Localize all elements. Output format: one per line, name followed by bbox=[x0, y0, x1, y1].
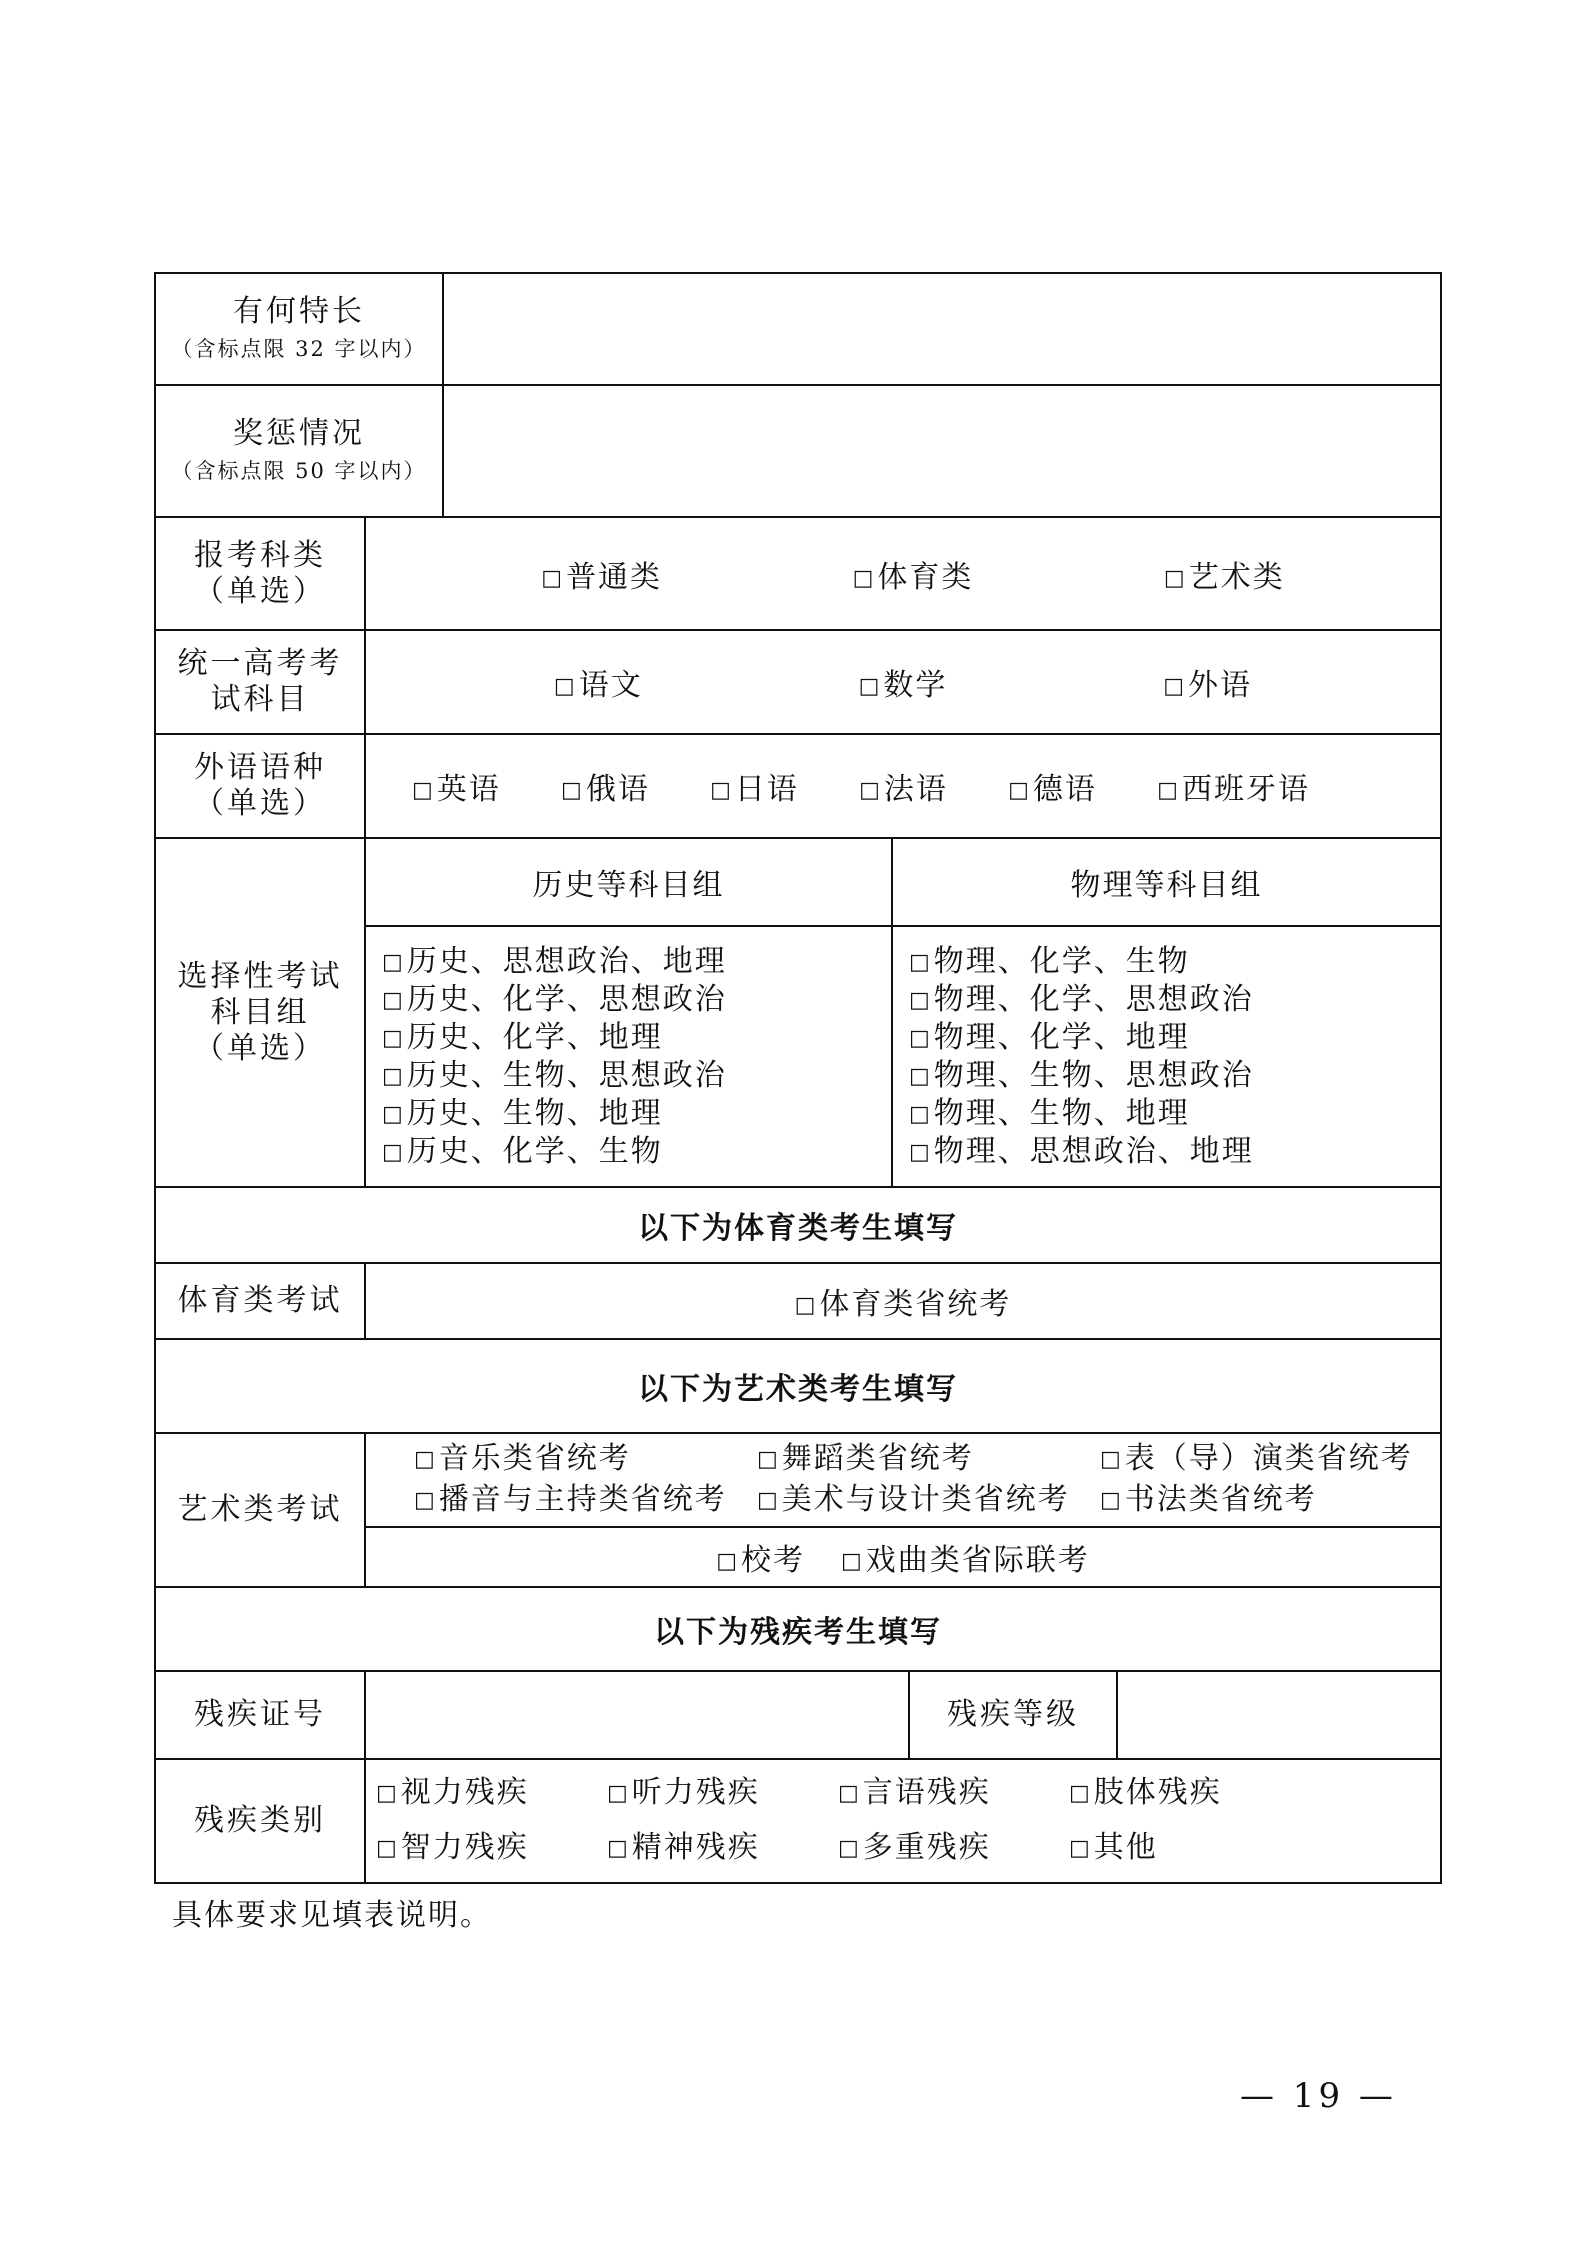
option-physics-1[interactable]: □物理、化学、生物 bbox=[909, 943, 1190, 979]
checkbox-icon: □ bbox=[414, 1447, 437, 1472]
disability-grade-input[interactable] bbox=[1116, 1672, 1440, 1758]
row-unified-subjects bbox=[156, 631, 1440, 735]
elective-label: 选择性考试 bbox=[177, 958, 343, 994]
specialty-label: 有何特长 bbox=[233, 294, 365, 329]
option-history-5[interactable]: □历史、生物、地理 bbox=[382, 1095, 663, 1131]
row-art-heading bbox=[156, 1340, 1440, 1434]
checkbox-icon: □ bbox=[1157, 778, 1180, 803]
checkbox-icon: □ bbox=[909, 949, 932, 975]
history-group-options bbox=[366, 927, 891, 1186]
option-foreign-language[interactable]: □外语 bbox=[1163, 668, 1253, 703]
option-english[interactable]: □英语 bbox=[412, 772, 501, 807]
exam-category-single-note: （单选） bbox=[194, 573, 326, 609]
option-mental[interactable]: □精神残疾 bbox=[607, 1830, 760, 1865]
art-exam-options bbox=[364, 1434, 1440, 1586]
checkbox-icon: □ bbox=[1163, 565, 1187, 591]
registration-form-table bbox=[154, 272, 1442, 1884]
art-exam-label: 艺术类考试 bbox=[177, 1492, 343, 1527]
checkbox-icon: □ bbox=[838, 1781, 861, 1806]
exam-category-label-cell bbox=[156, 518, 364, 629]
option-physics-2[interactable]: □物理、化学、思想政治 bbox=[909, 981, 1254, 1017]
disability-types-row2 bbox=[376, 1821, 1440, 1876]
awards-label: 奖惩情况 bbox=[233, 416, 365, 451]
art-other-options bbox=[366, 1528, 1440, 1586]
awards-label-cell bbox=[156, 386, 442, 516]
checkbox-icon: □ bbox=[757, 1447, 780, 1472]
option-intellectual[interactable]: □智力残疾 bbox=[376, 1830, 529, 1865]
elective-headers bbox=[366, 839, 1440, 927]
art-provincial-options bbox=[366, 1434, 1440, 1528]
option-physical[interactable]: □肢体残疾 bbox=[1069, 1775, 1222, 1810]
checkbox-icon: □ bbox=[1069, 1781, 1092, 1806]
checkbox-icon: □ bbox=[382, 1101, 405, 1127]
checkbox-icon: □ bbox=[382, 1063, 405, 1089]
history-group-header: 历史等科目组 bbox=[532, 868, 725, 903]
option-school-exam[interactable]: □校考 bbox=[716, 1543, 805, 1578]
row-foreign-language bbox=[156, 735, 1440, 839]
checkbox-icon: □ bbox=[1008, 778, 1031, 803]
option-broadcasting[interactable]: □播音与主持类省统考 bbox=[414, 1482, 727, 1517]
row-specialty bbox=[156, 274, 1440, 386]
row-disability-cert bbox=[156, 1672, 1440, 1760]
checkbox-icon: □ bbox=[841, 1549, 864, 1574]
foreign-language-label: 外语语种 bbox=[194, 750, 326, 785]
option-calligraphy[interactable]: □书法类省统考 bbox=[1100, 1482, 1317, 1517]
option-opera[interactable]: □戏曲类省际联考 bbox=[841, 1543, 1090, 1578]
disability-type-label: 残疾类别 bbox=[194, 1803, 326, 1838]
option-japanese[interactable]: □日语 bbox=[710, 772, 799, 807]
option-fine-arts[interactable]: □美术与设计类省统考 bbox=[757, 1482, 1070, 1517]
checkbox-icon: □ bbox=[561, 778, 584, 803]
option-physics-4[interactable]: □物理、生物、思想政治 bbox=[909, 1057, 1254, 1093]
disability-type-options bbox=[364, 1760, 1440, 1882]
disability-types-row1 bbox=[376, 1766, 1440, 1821]
option-german[interactable]: □德语 bbox=[1008, 772, 1097, 807]
foreign-language-options bbox=[364, 735, 1440, 837]
art-options-row1 bbox=[414, 1439, 1440, 1480]
option-physics-3[interactable]: □物理、化学、地理 bbox=[909, 1019, 1190, 1055]
option-sports-provincial[interactable]: □体育类省统考 bbox=[794, 1287, 1012, 1322]
specialty-note: （含标点限 32 字以内） bbox=[171, 337, 427, 361]
checkbox-icon: □ bbox=[1069, 1836, 1092, 1861]
checkbox-icon: □ bbox=[1100, 1488, 1123, 1513]
checkbox-icon: □ bbox=[909, 987, 932, 1013]
checkbox-icon: □ bbox=[794, 1293, 818, 1318]
checkbox-icon: □ bbox=[376, 1781, 399, 1806]
option-sports[interactable]: □体育类 bbox=[852, 559, 974, 595]
row-sports-heading bbox=[156, 1188, 1440, 1264]
checkbox-icon: □ bbox=[852, 565, 876, 591]
option-dance[interactable]: □舞蹈类省统考 bbox=[757, 1441, 974, 1476]
checkbox-icon: □ bbox=[382, 1025, 405, 1051]
row-disability-heading bbox=[156, 1588, 1440, 1672]
checkbox-icon: □ bbox=[553, 674, 577, 699]
option-visual[interactable]: □视力残疾 bbox=[376, 1775, 529, 1810]
art-section-heading: 以下为艺术类考生填写 bbox=[638, 1372, 958, 1407]
checkbox-icon: □ bbox=[541, 565, 565, 591]
unified-subjects-options bbox=[364, 631, 1440, 733]
disability-cert-label: 残疾证号 bbox=[194, 1697, 326, 1732]
disability-section-heading: 以下为残疾考生填写 bbox=[654, 1615, 942, 1650]
option-french[interactable]: □法语 bbox=[859, 772, 948, 807]
option-music[interactable]: □音乐类省统考 bbox=[414, 1441, 631, 1476]
option-physics-5[interactable]: □物理、生物、地理 bbox=[909, 1095, 1190, 1131]
exam-category-options bbox=[364, 518, 1440, 629]
row-art-exam bbox=[156, 1434, 1440, 1588]
option-other[interactable]: □其他 bbox=[1069, 1830, 1158, 1865]
option-chinese[interactable]: □语文 bbox=[553, 668, 643, 703]
checkbox-icon: □ bbox=[607, 1836, 630, 1861]
physics-group-header: 物理等科目组 bbox=[891, 839, 1440, 925]
elective-groups bbox=[364, 839, 1440, 1186]
checkbox-icon: □ bbox=[757, 1488, 780, 1513]
awards-input[interactable] bbox=[442, 386, 1440, 516]
option-history-2[interactable]: □历史、化学、思想政治 bbox=[382, 981, 727, 1017]
option-russian[interactable]: □俄语 bbox=[561, 772, 650, 807]
option-math[interactable]: □数学 bbox=[858, 668, 948, 703]
sports-exam-label: 体育类考试 bbox=[177, 1283, 343, 1318]
awards-note: （含标点限 50 字以内） bbox=[171, 459, 427, 483]
row-sports-exam bbox=[156, 1264, 1440, 1340]
checkbox-icon: □ bbox=[376, 1836, 399, 1861]
checkbox-icon: □ bbox=[382, 987, 405, 1013]
page-number: — 19 — bbox=[1240, 2076, 1397, 2116]
option-history-3[interactable]: □历史、化学、地理 bbox=[382, 1019, 663, 1055]
checkbox-icon: □ bbox=[382, 949, 405, 975]
row-exam-category bbox=[156, 518, 1440, 631]
checkbox-icon: □ bbox=[838, 1836, 861, 1861]
option-history-4[interactable]: □历史、生物、思想政治 bbox=[382, 1057, 727, 1093]
checkbox-icon: □ bbox=[859, 778, 882, 803]
checkbox-icon: □ bbox=[858, 674, 882, 699]
checkbox-icon: □ bbox=[909, 1025, 932, 1051]
sports-exam-options bbox=[364, 1264, 1440, 1338]
row-awards bbox=[156, 386, 1440, 518]
foreign-language-label-cell: 外语语种 （单选） bbox=[194, 750, 326, 821]
option-speech[interactable]: □言语残疾 bbox=[838, 1775, 991, 1810]
specialty-input[interactable] bbox=[442, 274, 1440, 384]
option-physics-6[interactable]: □物理、思想政治、地理 bbox=[909, 1133, 1254, 1169]
option-art[interactable]: □艺术类 bbox=[1163, 559, 1285, 595]
physics-group-options bbox=[891, 927, 1440, 1186]
option-multiple[interactable]: □多重残疾 bbox=[838, 1830, 991, 1865]
unified-subjects-label: 统一高考考 bbox=[177, 646, 343, 681]
option-history-6[interactable]: □历史、化学、生物 bbox=[382, 1133, 663, 1169]
disability-grade-label: 残疾等级 bbox=[908, 1672, 1116, 1758]
checkbox-icon: □ bbox=[382, 1139, 405, 1165]
checkbox-icon: □ bbox=[909, 1101, 932, 1127]
option-history-1[interactable]: □历史、思想政治、地理 bbox=[382, 943, 727, 979]
checkbox-icon: □ bbox=[909, 1139, 932, 1165]
disability-cert-input[interactable] bbox=[364, 1672, 908, 1758]
option-general[interactable]: □普通类 bbox=[541, 559, 663, 595]
option-performance[interactable]: □表（导）演类省统考 bbox=[1100, 1441, 1413, 1476]
exam-category-label: 报考科类 bbox=[194, 537, 326, 573]
checkbox-icon: □ bbox=[1163, 674, 1187, 699]
elective-options bbox=[366, 927, 1440, 1186]
option-spanish[interactable]: □西班牙语 bbox=[1157, 772, 1310, 807]
checkbox-icon: □ bbox=[607, 1781, 630, 1806]
checkbox-icon: □ bbox=[710, 778, 733, 803]
option-hearing[interactable]: □听力残疾 bbox=[607, 1775, 760, 1810]
checkbox-icon: □ bbox=[1100, 1447, 1123, 1472]
unified-subjects-label-cell: 统一高考考 试科目 bbox=[177, 646, 343, 717]
sports-section-heading: 以下为体育类考生填写 bbox=[638, 1211, 958, 1246]
checkbox-icon: □ bbox=[414, 1488, 437, 1513]
checkbox-icon: □ bbox=[412, 778, 435, 803]
art-options-row2 bbox=[414, 1480, 1440, 1521]
elective-label-cell: 选择性考试 科目组 （单选） bbox=[177, 958, 343, 1066]
footer-note: 具体要求见填表说明。 bbox=[172, 1898, 492, 1933]
checkbox-icon: □ bbox=[909, 1063, 932, 1089]
specialty-label-cell bbox=[156, 274, 442, 384]
checkbox-icon: □ bbox=[716, 1549, 739, 1574]
row-elective-subjects bbox=[156, 839, 1440, 1188]
row-disability-type bbox=[156, 1760, 1440, 1882]
